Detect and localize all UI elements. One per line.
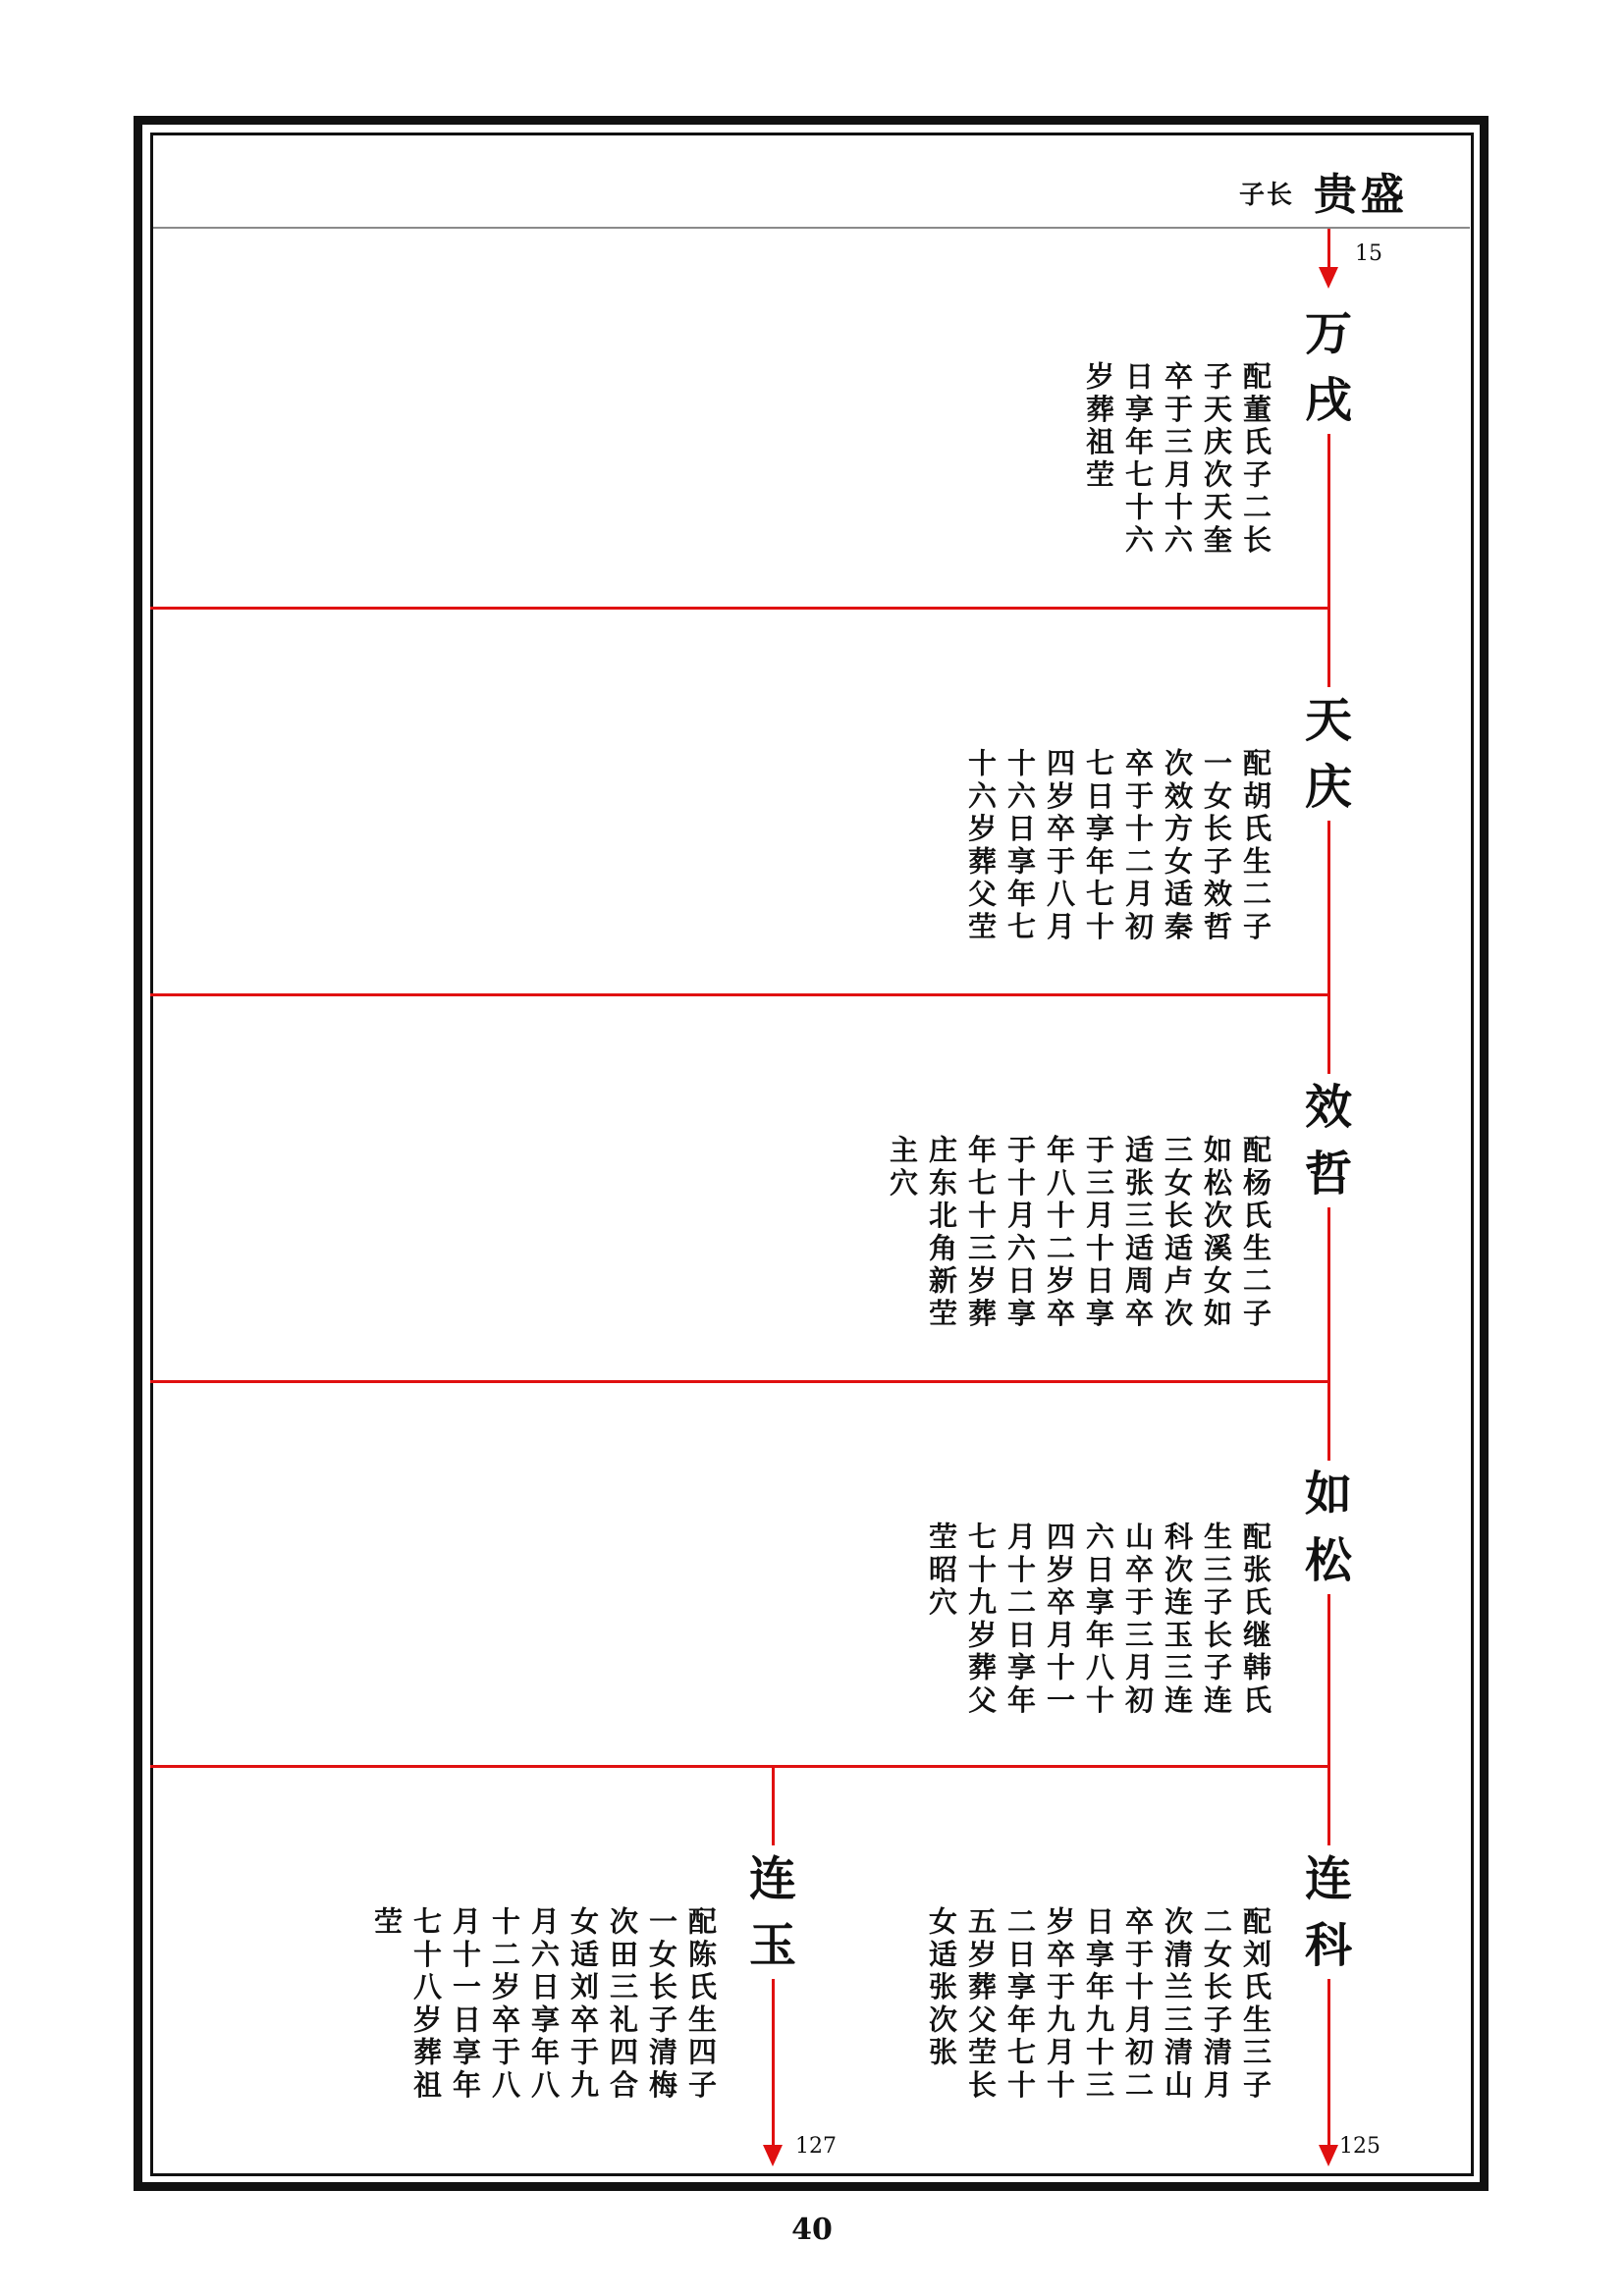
name-char-2: 哲 xyxy=(1304,1147,1352,1201)
person-name-lianyu xyxy=(743,1845,802,1979)
name-char-1: 效 xyxy=(1304,1080,1352,1135)
name-char-2: 戌 xyxy=(1304,373,1352,428)
right-arrow-stem xyxy=(1327,2091,1330,2146)
person-name-wanxian xyxy=(1299,300,1358,434)
header-name: 贵盛 xyxy=(1314,170,1408,220)
name-char-2: 松 xyxy=(1304,1533,1352,1588)
page-number: 40 xyxy=(791,2213,833,2247)
person-name-tianqing xyxy=(1299,687,1358,821)
person-text-wanxian: 配董氏子二长 子天庆次天奎 卒于三月十六 日享年七十六 岁葬祖茔 xyxy=(1082,361,1272,558)
name-char-2: 庆 xyxy=(1304,760,1352,815)
bottom-arrow-head-left xyxy=(763,2145,783,2166)
header-rule xyxy=(153,227,1470,229)
name-char-1: 连 xyxy=(1304,1851,1352,1906)
person-name-xiaozhe xyxy=(1299,1074,1358,1207)
separator-1 xyxy=(150,607,1330,610)
top-arrow-line xyxy=(1327,229,1330,268)
top-arrow-head xyxy=(1319,267,1338,289)
left-ref-number: 127 xyxy=(795,2134,837,2159)
header-sub-label: 子长 xyxy=(1239,181,1295,210)
person-name-lianke xyxy=(1299,1845,1358,1979)
person-text-tianqing: 配胡氏生二子 一女长子效哲 次效方女适秦 卒于十二月初 七日享年七十 四岁卒于八月 十六日享年七 十六岁葬父茔 xyxy=(964,748,1272,944)
name-char-2: 科 xyxy=(1304,1918,1352,1973)
name-char-1: 如 xyxy=(1304,1467,1352,1522)
name-char-1: 天 xyxy=(1304,693,1352,748)
right-ref-number: 125 xyxy=(1339,2134,1380,2159)
name-char-2: 玉 xyxy=(748,1918,796,1973)
separator-2 xyxy=(150,993,1330,996)
separator-4 xyxy=(150,1765,1330,1768)
name-char-1: 万 xyxy=(1304,306,1352,361)
person-text-xiaozhe: 配杨氏生二子 如松次溪女如 三女长适卢次 适张三适周卒 于三月十日享 年八十二岁卒 于十月六日享 年七十三岁葬 庄东北角新茔 主穴 xyxy=(886,1135,1272,1331)
top-ref-number: 15 xyxy=(1355,241,1382,266)
name-char-1: 连 xyxy=(748,1851,796,1906)
person-text-lianke: 配刘氏生三子 二女长子清月 次清兰三清山 卒于十月初二 日享年九十三 岁卒于九月十 二日享年七十 五岁葬父茔长 女适张次张 xyxy=(925,1906,1272,2103)
person-text-lianyu: 配陈氏生四子 一女长子清梅 次田三礼四合 女适刘卒于九 月六日享年八 十二岁卒于八 月十一日享年 七十八岁葬祖 茔 xyxy=(370,1906,718,2103)
bottom-arrow-head-right xyxy=(1319,2145,1338,2166)
separator-3 xyxy=(150,1380,1330,1383)
person-text-rusong: 配张氏继韩氏 生三子长子连 科次连玉三连 山卒于三月初 六日享年八十 四岁卒月十一 月十二日享年 七十九岁葬父 茔昭穴 xyxy=(925,1522,1272,1718)
person-name-rusong xyxy=(1299,1461,1358,1594)
